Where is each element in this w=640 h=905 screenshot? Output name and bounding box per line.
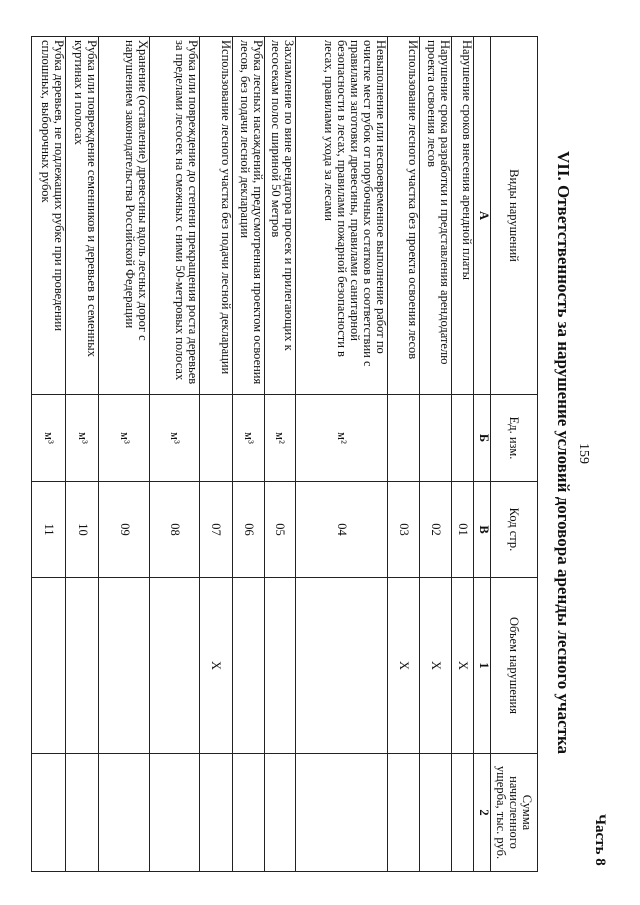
code-cell: 11 — [32, 482, 66, 578]
index-cell: А — [474, 37, 491, 395]
damage-sum-cell — [32, 754, 66, 872]
volume-cell — [232, 578, 264, 754]
violation-cell: Рубка или повреждение до степени прекращения роста деревьев за пределами лесосек на смежных с ними 50-метровых полосах — [150, 37, 200, 395]
column-header-code: Код стр. — [491, 482, 538, 578]
code-cell: 01 — [452, 482, 474, 578]
table-row — [66, 37, 99, 872]
code-cell: 10 — [66, 482, 99, 578]
volume-cell: X — [420, 578, 452, 754]
table-row — [32, 37, 66, 872]
violation-cell: Использование лесного участка без проекта освоения лесов — [388, 37, 420, 395]
table-row — [388, 37, 420, 872]
column-header-violation: Виды нарушений — [491, 37, 538, 395]
table-row — [452, 37, 474, 872]
damage-sum-cell — [420, 754, 452, 872]
index-cell: В — [474, 482, 491, 578]
index-cell: 2 — [474, 754, 491, 872]
index-cell: 1 — [474, 578, 491, 754]
code-cell: 05 — [264, 482, 296, 578]
volume-cell: X — [452, 578, 474, 754]
table-row — [232, 37, 264, 872]
violation-cell: Хранение (оставление) древесины вдоль лесных дорог с нарушением законодательства Российской Федерации — [99, 37, 150, 395]
unit-cell — [388, 395, 420, 482]
violation-cell: Рубка деревьев, не подлежащих рубке при проведении сплошных, выборочных рубок — [32, 37, 66, 395]
part-label: Часть 8 — [592, 814, 608, 866]
violation-cell: Нарушение сроков внесения арендной платы — [452, 37, 474, 395]
violations-table — [31, 36, 538, 872]
unit-cell: м³ — [99, 395, 150, 482]
code-cell: 02 — [420, 482, 452, 578]
table-row — [199, 37, 232, 872]
table-header-row — [491, 37, 538, 872]
violation-cell: Рубка или повреждение семенников и деревьев в семенных куртинах и полосах — [66, 37, 99, 395]
code-cell: 08 — [150, 482, 200, 578]
damage-sum-cell — [296, 754, 388, 872]
unit-cell — [420, 395, 452, 482]
code-cell: 06 — [232, 482, 264, 578]
code-cell: 09 — [99, 482, 150, 578]
damage-sum-cell — [452, 754, 474, 872]
unit-cell — [452, 395, 474, 482]
unit-cell: м² — [296, 395, 388, 482]
column-header-damage-sum: Сумма начисленного ущерба, тыс. руб. — [491, 754, 538, 872]
column-header-volume: Объем нарушения — [491, 578, 538, 754]
damage-sum-cell — [388, 754, 420, 872]
table-row — [150, 37, 200, 872]
damage-sum-cell — [199, 754, 232, 872]
column-index-row — [474, 37, 491, 872]
table-row — [296, 37, 388, 872]
volume-cell — [264, 578, 296, 754]
unit-cell: м³ — [150, 395, 200, 482]
code-cell: 03 — [388, 482, 420, 578]
code-cell: 04 — [296, 482, 388, 578]
table-row — [99, 37, 150, 872]
volume-cell — [150, 578, 200, 754]
table-row — [420, 37, 452, 872]
volume-cell: X — [199, 578, 232, 754]
violation-cell: Использование лесного участка без подачи лесной декларации — [199, 37, 232, 395]
violation-cell: Захламление по вине арендатора просек и прилегающих к лесосекам полос шириной 50 метров — [264, 37, 296, 395]
code-cell: 07 — [199, 482, 232, 578]
damage-sum-cell — [66, 754, 99, 872]
table-row — [264, 37, 296, 872]
volume-cell — [296, 578, 388, 754]
unit-cell: м³ — [32, 395, 66, 482]
volume-cell — [99, 578, 150, 754]
column-header-unit: Ед. изм. — [491, 395, 538, 482]
violation-cell: Невыполнение или несвоевременное выполнение работ по очистке мест рубок от порубочных остатков в соответствии с правилами заготовки древесины, правилами санитарной безопасности в лесах, правилами пожарной безопасности в лесах, правилами ухода за лесами — [296, 37, 388, 395]
unit-cell — [199, 395, 232, 482]
violation-cell: Нарушение срока разработки и представления арендодателю проекта освоения лесов — [420, 37, 452, 395]
damage-sum-cell — [232, 754, 264, 872]
page-number: 159 — [576, 443, 591, 464]
unit-cell: м² — [264, 395, 296, 482]
volume-cell: X — [388, 578, 420, 754]
damage-sum-cell — [150, 754, 200, 872]
violation-cell: Рубка лесных насаждений, предусмотренная проектом освоения лесов, без подачи лесной декларации — [232, 37, 264, 395]
damage-sum-cell — [99, 754, 150, 872]
section-title: VII. Ответственность за нарушение условий договора аренды лесного участка — [554, 150, 573, 755]
volume-cell — [66, 578, 99, 754]
index-cell: Б — [474, 395, 491, 482]
damage-sum-cell — [264, 754, 296, 872]
unit-cell: м³ — [232, 395, 264, 482]
unit-cell: м³ — [66, 395, 99, 482]
volume-cell — [32, 578, 66, 754]
